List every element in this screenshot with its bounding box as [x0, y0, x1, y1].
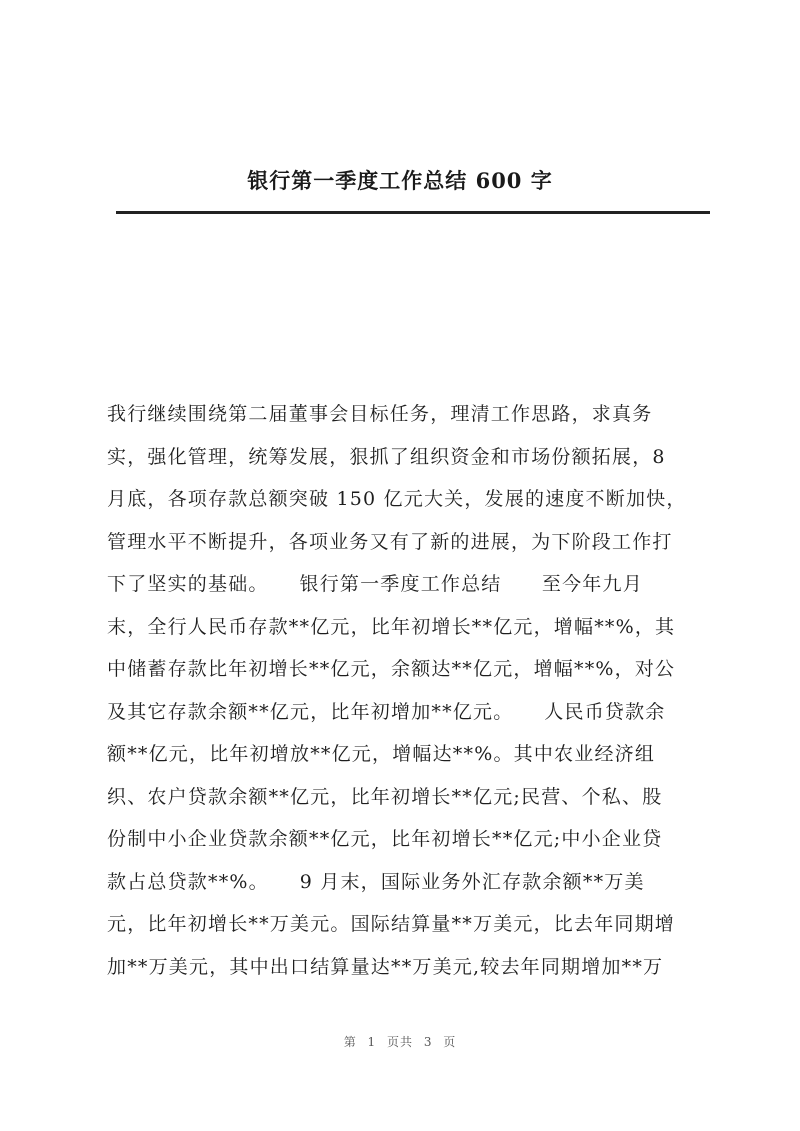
page-title: 银行第一季度工作总结 600 字 — [247, 168, 553, 193]
body-line: 我行继续围绕第二届董事会目标任务，理清工作思路，求真务 — [107, 403, 653, 425]
title-underline-divider — [116, 211, 710, 214]
body-line: 中储蓄存款比年初增长**亿元，余额达**亿元，增幅**%，对公 — [107, 658, 676, 680]
page-number-footer: 第 1 页共 3 页 — [343, 1035, 457, 1049]
body-line: 及其它存款余额**亿元，比年初增加**亿元。 人民币贷款余 — [107, 700, 666, 723]
body-line: 管理水平不断提升，各项业务又有了新的进展，为下阶段工作打 — [107, 530, 673, 553]
document-body — [107, 393, 713, 988]
body-line: 加**万美元，其中出口结算量达**万美元,较去年同期增加**万 — [107, 955, 664, 978]
body-line: 份制中小企业贷款余额**亿元，比年初增长**亿元;中小企业贷 — [107, 828, 663, 850]
body-line: 下了坚实的基础。 银行第一季度工作总结 至今年九月 — [107, 573, 643, 595]
body-line: 织、农户贷款余额**亿元，比年初增长**亿元;民营、个私、股 — [107, 785, 663, 808]
body-line: 额**亿元，比年初增放**亿元，增幅达**%。其中农业经济组 — [107, 743, 656, 765]
body-line: 款占总贷款**%。 9 月末，国际业务外汇存款余额**万美 — [107, 870, 645, 893]
body-line: 末，全行人民币存款**亿元，比年初增长**亿元，增幅**%，其 — [107, 615, 676, 638]
body-line: 实，强化管理，统筹发展，狠抓了组织资金和市场份额拓展，8 — [107, 445, 666, 468]
body-line: 月底，各项存款总额突破 150 亿元大关，发展的速度不断加快， — [107, 488, 687, 510]
body-line: 元，比年初增长**万美元。国际结算量**万美元，比去年同期增 — [107, 913, 676, 935]
